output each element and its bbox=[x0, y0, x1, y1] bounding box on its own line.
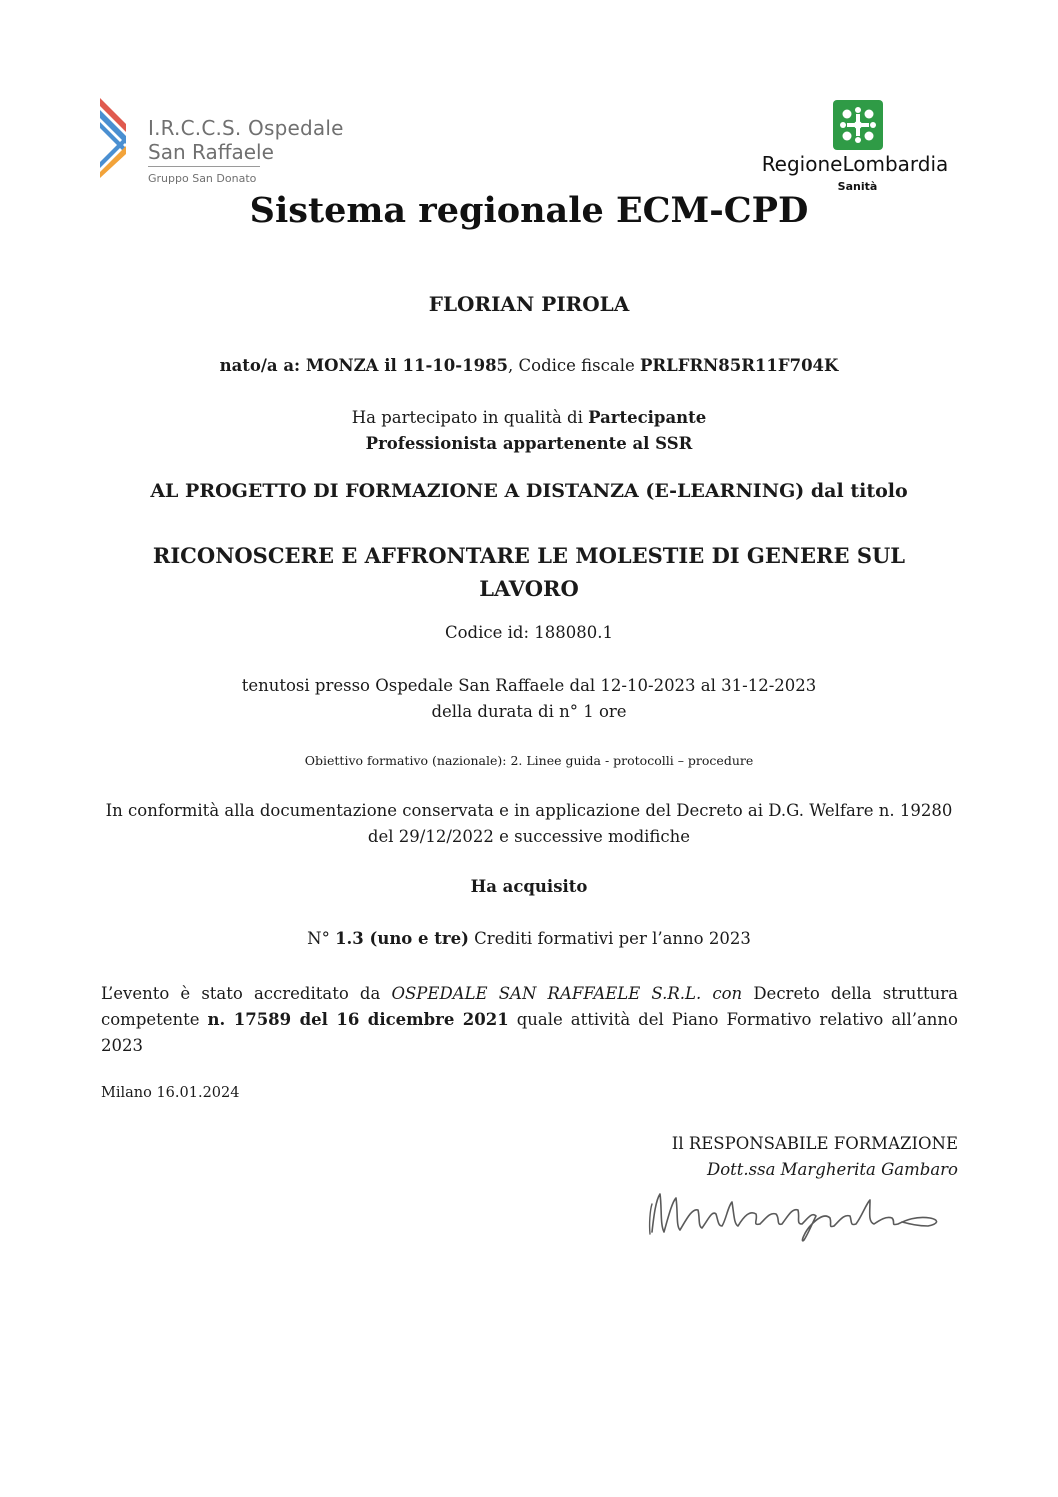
signatory-title: Il RESPONSABILE FORMAZIONE bbox=[671, 1134, 958, 1153]
signatory-name: Dott.ssa Margherita Gambaro bbox=[706, 1160, 958, 1179]
accreditation-part-3: quale attività del Piano Formativo relativo all’anno 2023 bbox=[101, 1010, 958, 1055]
birth-info: nato/a a: MONZA il 11-10-1985 bbox=[219, 356, 509, 375]
acquired-heading: Ha acquisito bbox=[470, 877, 588, 896]
role-line bbox=[0, 408, 1058, 427]
logo-divider bbox=[148, 166, 260, 167]
held-at-line: tenutosi presso Ospedale San Raffaele dal 12-10-2023 al 31-12-2023 bbox=[241, 676, 817, 695]
accreditation-decree: n. 17589 del 16 dicembre 2021 bbox=[207, 1010, 509, 1029]
course-title: RICONOSCERE E AFFRONTARE LE MOLESTIE DI GENERE SUL LAVORO bbox=[152, 543, 906, 601]
logo-line-3: Gruppo San Donato bbox=[148, 172, 257, 185]
handwritten-signature bbox=[640, 1180, 950, 1250]
accreditation-part-2: Decreto della struttura competente bbox=[101, 984, 958, 1029]
participant-name: FLORIAN PIROLA bbox=[428, 292, 630, 316]
conformity-statement: In conformità alla documentazione conservata e in applicazione del Decreto ai D.G. Welfare n. 19280 del 29/12/2022 e successive modifiche bbox=[105, 801, 953, 846]
credits-suffix: Crediti formativi per l’anno 2023 bbox=[468, 929, 751, 948]
regione-lombardia-logo bbox=[750, 98, 965, 198]
regione-lombardia-name: RegioneLombardia bbox=[761, 152, 949, 176]
accreditation-part-1: L’evento è stato accreditato da bbox=[101, 984, 392, 1003]
tax-code: PRLFRN85R11F704K bbox=[640, 356, 839, 375]
tax-label: , Codice fiscale bbox=[508, 356, 641, 375]
accreditation-provider: OSPEDALE SAN RAFFAELE S.R.L. con bbox=[391, 984, 743, 1003]
regione-lombardia-sub: Sanità bbox=[837, 180, 878, 193]
project-type-line: AL PROGETTO DI FORMAZIONE A DISTANZA (E-LEARNING) dal titolo bbox=[150, 480, 908, 502]
place-and-date: Milano 16.01.2024 bbox=[101, 1085, 240, 1101]
credits-prefix: N° bbox=[307, 929, 336, 948]
rosa-camuna-icon bbox=[833, 100, 883, 150]
logo-line-1: I.R.C.C.S. Ospedale bbox=[148, 116, 344, 140]
logo-line-2: San Raffaele bbox=[148, 140, 274, 164]
role-line-2: Professionista appartenente al SSR bbox=[365, 434, 693, 453]
role-prefix: Ha partecipato in qualità di bbox=[351, 408, 589, 427]
accreditation-statement bbox=[101, 981, 958, 1059]
credits-line bbox=[0, 929, 1058, 948]
training-objective: Obiettivo formativo (nazionale): 2. Linee guida - protocolli – procedure bbox=[304, 753, 754, 768]
document-title: Sistema regionale ECM-CPD bbox=[249, 190, 809, 231]
credits-value: 1.3 (uno e tre) bbox=[335, 929, 469, 948]
ospedale-san-raffaele-logo bbox=[96, 96, 366, 191]
chevron-stripes-icon bbox=[96, 96, 132, 180]
birth-and-tax-line bbox=[0, 356, 1058, 375]
role-value: Partecipante bbox=[588, 408, 707, 427]
course-code: Codice id: 188080.1 bbox=[444, 623, 614, 642]
duration-line: della durata di n° 1 ore bbox=[431, 702, 627, 721]
